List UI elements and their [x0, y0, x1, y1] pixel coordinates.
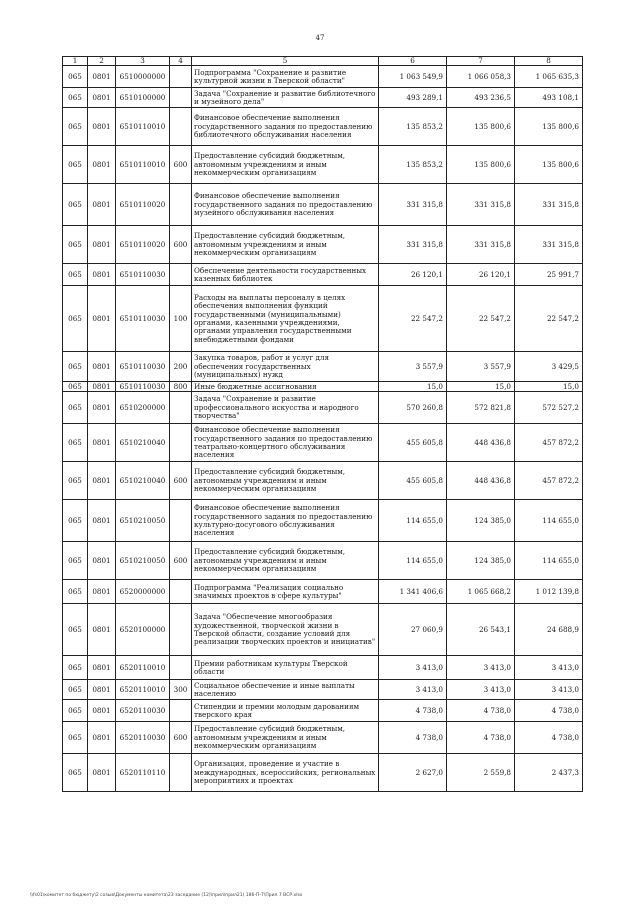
cell-section-code: 0801 [88, 680, 116, 700]
cell-expense-type: 600 [170, 542, 192, 580]
cell-amount-year3: 1 012 139,8 [515, 580, 583, 604]
cell-amount-year1: 570 260,8 [379, 392, 447, 424]
cell-amount-year1: 331 315,8 [379, 226, 447, 264]
cell-expense-type [170, 88, 192, 108]
cell-amount-year2: 331 315,8 [447, 184, 515, 226]
cell-amount-year2: 3 413,0 [447, 680, 515, 700]
table-row [63, 604, 583, 656]
cell-target-article: 6520100000 [116, 604, 170, 656]
table-row [63, 424, 583, 462]
cell-amount-year1: 4 738,0 [379, 722, 447, 754]
cell-description: Задача "Обеспечение многообразия художественной, творческой жизни в Тверской области, создание условий для реализации творческих проектов и инициатив" [192, 604, 379, 656]
cell-target-article: 6510110020 [116, 226, 170, 264]
cell-admin-code: 065 [63, 700, 88, 722]
cell-admin-code: 065 [63, 542, 88, 580]
cell-amount-year3: 24 688,9 [515, 604, 583, 656]
cell-amount-year2: 1 065 668,2 [447, 580, 515, 604]
cell-target-article: 6520110010 [116, 680, 170, 700]
cell-admin-code: 065 [63, 656, 88, 680]
col-header: 4 [170, 57, 192, 66]
cell-admin-code: 065 [63, 580, 88, 604]
cell-expense-type: 600 [170, 462, 192, 500]
cell-admin-code: 065 [63, 680, 88, 700]
table-row [63, 352, 583, 382]
cell-section-code: 0801 [88, 580, 116, 604]
cell-expense-type [170, 754, 192, 792]
cell-target-article: 6510110010 [116, 146, 170, 184]
cell-amount-year1: 3 413,0 [379, 680, 447, 700]
cell-description: Предоставление субсидий бюджетным, автономным учреждениям и иным некоммерческим организациям [192, 542, 379, 580]
file-path-footer: \\fs01\комитет по бюджету\2 созыв\Документы комитета\23 заседание (12)\прил\прил21) 186-П-7\Прил 7 ВСР.xlsx [30, 893, 303, 898]
cell-expense-type [170, 108, 192, 146]
cell-description: Подпрограмма "Реализация социально значимых проектов в сфере культуры" [192, 580, 379, 604]
cell-admin-code: 065 [63, 184, 88, 226]
cell-description: Предоставление субсидий бюджетным, автономным учреждениям и иным некоммерческим организациям [192, 462, 379, 500]
cell-expense-type: 600 [170, 722, 192, 754]
cell-amount-year3: 572 527,2 [515, 392, 583, 424]
table-row [63, 66, 583, 88]
table-row [63, 286, 583, 352]
cell-section-code: 0801 [88, 88, 116, 108]
cell-target-article: 6520110110 [116, 754, 170, 792]
cell-amount-year2: 2 559,8 [447, 754, 515, 792]
cell-description: Организация, проведение и участие в международных, всероссийских, региональных мероприятиях и проектах [192, 754, 379, 792]
cell-target-article: 6510110030 [116, 382, 170, 392]
cell-amount-year3: 114 655,0 [515, 500, 583, 542]
cell-amount-year1: 114 655,0 [379, 500, 447, 542]
cell-target-article: 6510110030 [116, 264, 170, 286]
cell-amount-year1: 493 289,1 [379, 88, 447, 108]
cell-amount-year2: 26 120,1 [447, 264, 515, 286]
cell-admin-code: 065 [63, 722, 88, 754]
cell-amount-year3: 331 315,8 [515, 226, 583, 264]
cell-amount-year3: 3 429,5 [515, 352, 583, 382]
cell-description: Социальное обеспечение и иные выплаты населению [192, 680, 379, 700]
cell-expense-type [170, 656, 192, 680]
table-row [63, 462, 583, 500]
cell-amount-year1: 22 547,2 [379, 286, 447, 352]
cell-expense-type [170, 66, 192, 88]
cell-section-code: 0801 [88, 286, 116, 352]
table-row [63, 656, 583, 680]
cell-expense-type: 800 [170, 382, 192, 392]
cell-section-code: 0801 [88, 656, 116, 680]
cell-amount-year1: 4 738,0 [379, 700, 447, 722]
table-row [63, 264, 583, 286]
cell-expense-type: 300 [170, 680, 192, 700]
cell-expense-type [170, 604, 192, 656]
cell-target-article: 6520110030 [116, 722, 170, 754]
table-row [63, 700, 583, 722]
cell-section-code: 0801 [88, 604, 116, 656]
cell-admin-code: 065 [63, 604, 88, 656]
cell-description: Предоставление субсидий бюджетным, автономным учреждениям и иным некоммерческим организациям [192, 146, 379, 184]
table-row [63, 680, 583, 700]
cell-section-code: 0801 [88, 184, 116, 226]
cell-amount-year3: 4 738,0 [515, 700, 583, 722]
cell-amount-year3: 3 413,0 [515, 680, 583, 700]
cell-description: Закупка товаров, работ и услуг для обеспечения государственных (муниципальных) нужд [192, 352, 379, 382]
cell-admin-code: 065 [63, 88, 88, 108]
cell-expense-type: 600 [170, 146, 192, 184]
cell-amount-year2: 572 821,8 [447, 392, 515, 424]
col-header: 2 [88, 57, 116, 66]
cell-admin-code: 065 [63, 754, 88, 792]
table-row [63, 392, 583, 424]
cell-target-article: 6510210050 [116, 542, 170, 580]
cell-amount-year3: 2 437,3 [515, 754, 583, 792]
cell-amount-year1: 3 557,9 [379, 352, 447, 382]
cell-section-code: 0801 [88, 424, 116, 462]
cell-amount-year3: 493 108,1 [515, 88, 583, 108]
cell-target-article: 6510210040 [116, 424, 170, 462]
cell-admin-code: 065 [63, 264, 88, 286]
cell-section-code: 0801 [88, 500, 116, 542]
cell-section-code: 0801 [88, 700, 116, 722]
cell-target-article: 6510210040 [116, 462, 170, 500]
cell-description: Задача "Сохранение и развитие профессионального искусства и народного творчества" [192, 392, 379, 424]
cell-admin-code: 065 [63, 108, 88, 146]
cell-amount-year3: 25 991,7 [515, 264, 583, 286]
cell-target-article: 6510110020 [116, 184, 170, 226]
cell-expense-type [170, 264, 192, 286]
cell-amount-year1: 2 627,0 [379, 754, 447, 792]
cell-amount-year3: 135 800,6 [515, 146, 583, 184]
cell-amount-year3: 135 800,6 [515, 108, 583, 146]
cell-amount-year1: 135 853,2 [379, 146, 447, 184]
cell-admin-code: 065 [63, 382, 88, 392]
col-header: 3 [116, 57, 170, 66]
cell-description: Премии работникам культуры Тверской области [192, 656, 379, 680]
cell-amount-year3: 457 872,2 [515, 462, 583, 500]
cell-amount-year1: 331 315,8 [379, 184, 447, 226]
cell-target-article: 6510210050 [116, 500, 170, 542]
cell-amount-year1: 27 060,9 [379, 604, 447, 656]
cell-amount-year1: 15,0 [379, 382, 447, 392]
cell-amount-year1: 1 063 549,9 [379, 66, 447, 88]
cell-amount-year2: 4 738,0 [447, 722, 515, 754]
cell-description: Обеспечение деятельности государственных казенных библиотек [192, 264, 379, 286]
cell-section-code: 0801 [88, 722, 116, 754]
cell-amount-year2: 1 066 058,3 [447, 66, 515, 88]
cell-amount-year1: 1 341 406,6 [379, 580, 447, 604]
cell-section-code: 0801 [88, 108, 116, 146]
cell-description: Стипендии и премии молодым дарованиям тверского края [192, 700, 379, 722]
cell-section-code: 0801 [88, 66, 116, 88]
cell-amount-year1: 3 413,0 [379, 656, 447, 680]
cell-amount-year2: 493 236,5 [447, 88, 515, 108]
cell-amount-year1: 455 605,8 [379, 424, 447, 462]
cell-target-article: 6510110030 [116, 286, 170, 352]
table-row [63, 500, 583, 542]
cell-description: Предоставление субсидий бюджетным, автономным учреждениям и иным некоммерческим организациям [192, 226, 379, 264]
cell-amount-year3: 331 315,8 [515, 184, 583, 226]
cell-target-article: 6510000000 [116, 66, 170, 88]
cell-target-article: 6520000000 [116, 580, 170, 604]
budget-table [62, 56, 583, 792]
table-row [63, 184, 583, 226]
cell-expense-type [170, 580, 192, 604]
cell-amount-year1: 26 120,1 [379, 264, 447, 286]
table-row [63, 108, 583, 146]
cell-admin-code: 065 [63, 424, 88, 462]
cell-expense-type: 200 [170, 352, 192, 382]
cell-description: Финансовое обеспечение выполнения государственного задания по предоставлению музейного обслуживания населения [192, 184, 379, 226]
cell-description: Финансовое обеспечение выполнения государственного задания по предоставлению культурно-досугового обслуживания населения [192, 500, 379, 542]
cell-admin-code: 065 [63, 286, 88, 352]
cell-amount-year3: 1 065 635,3 [515, 66, 583, 88]
cell-admin-code: 065 [63, 226, 88, 264]
cell-amount-year2: 124 385,0 [447, 542, 515, 580]
cell-amount-year2: 26 543,1 [447, 604, 515, 656]
cell-target-article: 6510100000 [116, 88, 170, 108]
cell-amount-year3: 4 738,0 [515, 722, 583, 754]
cell-admin-code: 065 [63, 392, 88, 424]
cell-expense-type: 600 [170, 226, 192, 264]
cell-target-article: 6520110010 [116, 656, 170, 680]
cell-description: Финансовое обеспечение выполнения государственного задания по предоставлению театрально-концертного обслуживания населения [192, 424, 379, 462]
cell-section-code: 0801 [88, 352, 116, 382]
cell-amount-year2: 135 800,6 [447, 108, 515, 146]
page-number: 47 [315, 34, 325, 42]
cell-target-article: 6510110010 [116, 108, 170, 146]
cell-admin-code: 065 [63, 462, 88, 500]
cell-amount-year2: 22 547,2 [447, 286, 515, 352]
cell-amount-year3: 22 547,2 [515, 286, 583, 352]
cell-section-code: 0801 [88, 542, 116, 580]
cell-amount-year2: 448 436,8 [447, 424, 515, 462]
cell-admin-code: 065 [63, 352, 88, 382]
cell-target-article: 6510200000 [116, 392, 170, 424]
cell-section-code: 0801 [88, 226, 116, 264]
cell-description: Расходы на выплаты персоналу в целях обеспечения выполнения функций государственными (муниципальными) органами, казенными учреждениями, органами управления государственными внебюджетными фондами [192, 286, 379, 352]
col-header: 6 [379, 57, 447, 66]
col-header: 8 [515, 57, 583, 66]
cell-amount-year2: 3 557,9 [447, 352, 515, 382]
cell-amount-year2: 448 436,8 [447, 462, 515, 500]
cell-amount-year1: 135 853,2 [379, 108, 447, 146]
cell-description: Финансовое обеспечение выполнения государственного задания по предоставлению библиотечного обслуживания населения [192, 108, 379, 146]
cell-amount-year3: 457 872,2 [515, 424, 583, 462]
table-header-row [63, 57, 583, 66]
col-header: 1 [63, 57, 88, 66]
cell-expense-type [170, 424, 192, 462]
cell-amount-year2: 331 315,8 [447, 226, 515, 264]
cell-amount-year1: 455 605,8 [379, 462, 447, 500]
cell-section-code: 0801 [88, 754, 116, 792]
table-row [63, 722, 583, 754]
cell-description: Подпрограмма "Сохранение и развитие культурной жизни в Тверской области" [192, 66, 379, 88]
cell-description: Задача "Сохранение и развитие библиотечного и музейного дела" [192, 88, 379, 108]
cell-description: Иные бюджетные ассигнования [192, 382, 379, 392]
cell-amount-year3: 114 655,0 [515, 542, 583, 580]
table-row [63, 580, 583, 604]
cell-expense-type [170, 700, 192, 722]
cell-target-article: 6510110030 [116, 352, 170, 382]
cell-section-code: 0801 [88, 382, 116, 392]
cell-target-article: 6520110030 [116, 700, 170, 722]
cell-admin-code: 065 [63, 66, 88, 88]
cell-amount-year1: 114 655,0 [379, 542, 447, 580]
cell-amount-year3: 15,0 [515, 382, 583, 392]
cell-section-code: 0801 [88, 462, 116, 500]
cell-expense-type: 100 [170, 286, 192, 352]
cell-section-code: 0801 [88, 392, 116, 424]
table-row [63, 226, 583, 264]
cell-amount-year2: 3 413,0 [447, 656, 515, 680]
col-header: 5 [192, 57, 379, 66]
table-row [63, 542, 583, 580]
col-header: 7 [447, 57, 515, 66]
cell-expense-type [170, 184, 192, 226]
cell-admin-code: 065 [63, 500, 88, 542]
cell-section-code: 0801 [88, 264, 116, 286]
table-row [63, 382, 583, 392]
cell-amount-year3: 3 413,0 [515, 656, 583, 680]
table-row [63, 88, 583, 108]
cell-expense-type [170, 500, 192, 542]
cell-amount-year2: 135 800,6 [447, 146, 515, 184]
cell-admin-code: 065 [63, 146, 88, 184]
table-row [63, 754, 583, 792]
cell-section-code: 0801 [88, 146, 116, 184]
cell-amount-year2: 124 385,0 [447, 500, 515, 542]
cell-amount-year2: 4 738,0 [447, 700, 515, 722]
cell-description: Предоставление субсидий бюджетным, автономным учреждениям и иным некоммерческим организациям [192, 722, 379, 754]
cell-amount-year2: 15,0 [447, 382, 515, 392]
cell-expense-type [170, 392, 192, 424]
table-row [63, 146, 583, 184]
